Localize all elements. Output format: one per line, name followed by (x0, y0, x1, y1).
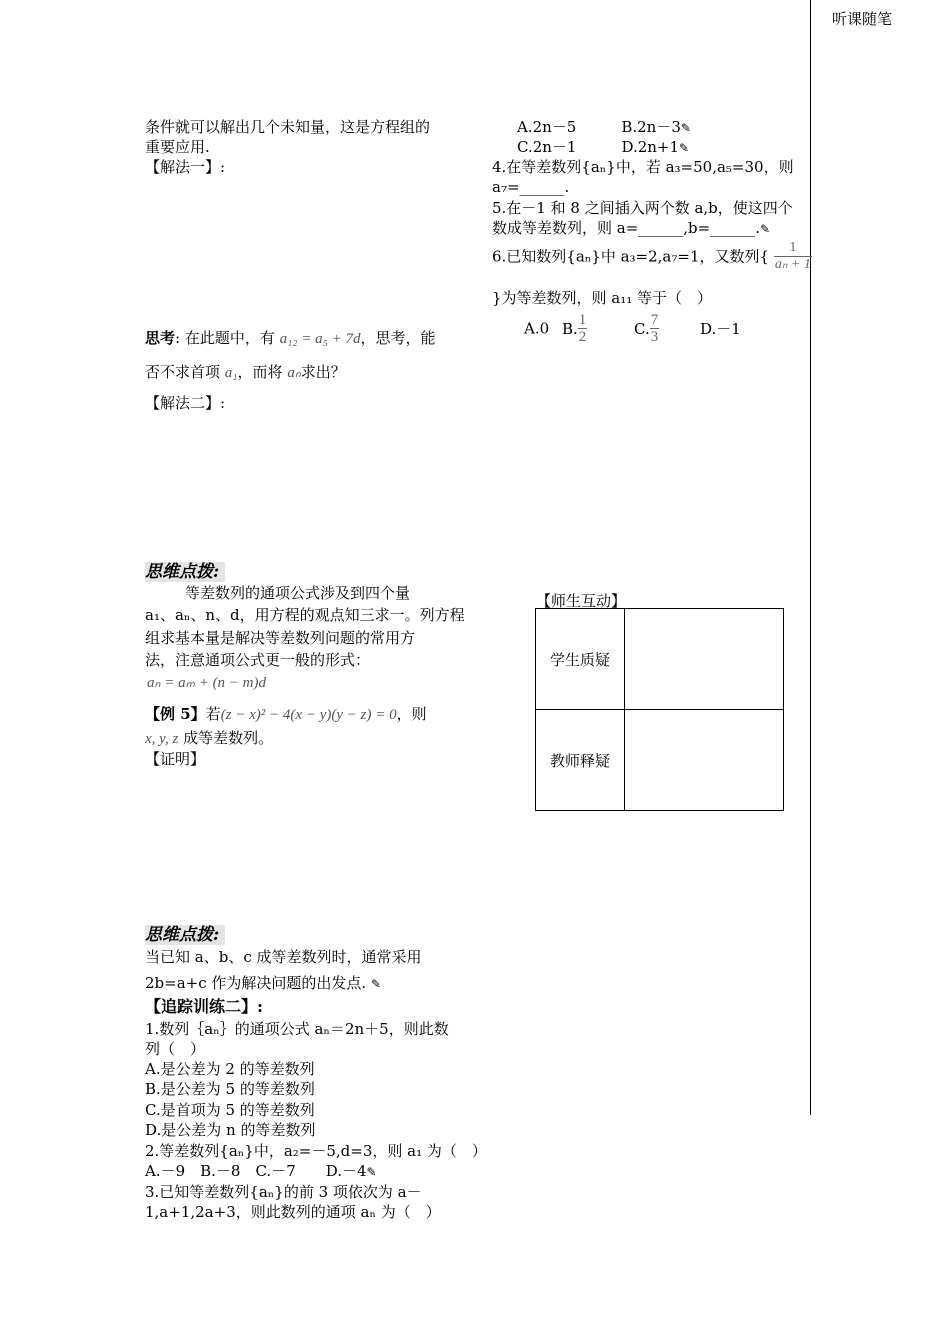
q6-fraction-denominator: aₙ + 1 (774, 257, 811, 272)
tip-1-line-3: 组求基本量是解决等差数列问题的常用方 (145, 629, 416, 647)
method-2-label: 【解法二】: (145, 394, 226, 412)
example-5-text-c: 成等差数列。 (183, 729, 274, 747)
student-questions-cell[interactable] (625, 609, 784, 710)
example-5-text-b: ，则 (396, 705, 427, 723)
think-line-2-b: ，而将 (237, 363, 283, 381)
think-formula: a₁₂ = a₅ + 7d (279, 331, 361, 347)
teacher-answers-label: 教师释疑 (536, 710, 625, 811)
q6-line-1-text: 6.已知数列{aₙ}中 a₃=2,a₇=1，又数列{ (492, 247, 770, 266)
q5-line-2 (492, 218, 770, 239)
teacher-answers-cell[interactable] (625, 710, 784, 811)
think-line-2 (145, 362, 346, 383)
q6-options (524, 312, 741, 345)
think-text-1: : 在此题中，有 (175, 329, 275, 347)
tip-1-line-1: 等差数列的通项公式涉及到四个量 (185, 584, 411, 602)
interaction-table (535, 608, 784, 811)
example-5-line-2 (145, 728, 273, 749)
example-5-vars: x, y, z (145, 731, 179, 747)
tip-2-title: 思维点拨: (145, 925, 225, 945)
q1-line-1: 1.数列｛aₙ｝的通项公式 aₙ＝2n＋5，则此数 (145, 1020, 449, 1038)
pen-mark-icon: ✎ (680, 121, 691, 135)
proof-label: 【证明】 (145, 750, 206, 768)
table-row (536, 710, 784, 811)
tip-1-formula: aₙ = aₘ + (n − m)d (147, 675, 267, 691)
tip-1-line-2: a₁、aₙ、n、d，用方程的观点知三求一。列方程 (145, 606, 465, 624)
tip-2-line-2 (145, 973, 381, 994)
example-5-text-a: 若 (205, 705, 221, 723)
q1-option-c: C.是首项为 5 的等差数列 (145, 1101, 315, 1119)
q3-options-cd (517, 137, 689, 158)
example-5-line-1 (145, 704, 427, 725)
q4-line-1: 4.在等差数列{aₙ}中，若 a₃=50,a₅=30，则 (492, 158, 794, 176)
think-label: 思考 (145, 329, 176, 347)
pen-mark-icon: ✎ (366, 1165, 377, 1179)
tip-2-line-2-text: 2b=a+c 作为解决问题的出发点. (145, 974, 367, 992)
pen-mark-icon: ✎ (760, 222, 771, 236)
think-line-2-c: 求出？ (300, 363, 346, 381)
q3-options-ab (517, 117, 691, 138)
q6-option-c-num: 7 (650, 312, 659, 328)
q1-option-a: A.是公差为 2 的等差数列 (145, 1060, 315, 1078)
q6-option-a: A.0 (524, 319, 550, 338)
tip-1-line-4: 法，注意通项公式更一般的形式： (145, 651, 371, 669)
q5-line-1: 5.在－1 和 8 之间插入两个数 a,b，使这四个 (492, 199, 793, 217)
margin-rule (810, 0, 811, 1115)
q6-option-c-fraction (650, 312, 660, 345)
q6-line-1 (492, 240, 812, 273)
q2-options: A.－9 B.－8 C.－7 D.－4 (145, 1162, 367, 1180)
tip-2-line-1: 当已知 a、b、c 成等差数列时，通常采用 (145, 948, 422, 966)
tip-1-title: 思维点拨: (145, 562, 225, 582)
q3-line-2: 1,a+1,2a+3，则此数列的通项 aₙ 为（ ） (145, 1203, 441, 1221)
intro-line-2: 重要应用. (145, 138, 210, 156)
table-row (536, 609, 784, 710)
q3-options-ab-text: A.2n－5 B.2n－3 (517, 118, 681, 136)
interaction-title: 【师生互动】 (536, 592, 627, 610)
training-title: 【追踪训练二】: (145, 997, 263, 1016)
pen-mark-icon: ✎ (679, 141, 690, 155)
q6-line-2: }为等差数列，则 a₁₁ 等于（ ） (492, 289, 713, 307)
q2-line-1: 2.等差数列{aₙ}中，a₂=－5,d=3，则 a₁ 为（ ） (145, 1142, 487, 1160)
think-text-2: ，思考，能 (360, 329, 436, 347)
example-5-label: 【例 5】 (145, 705, 206, 723)
q6-option-b-fraction (578, 312, 588, 345)
notes-column-title: 听课随笔 (832, 10, 893, 28)
think-an: aₙ (287, 365, 301, 381)
q3-options-cd-text: C.2n－1 D.2n+1 (517, 138, 680, 156)
q6-option-d: D.－1 (700, 319, 741, 338)
q6-fraction-numerator: 1 (774, 240, 812, 257)
method-1-label: 【解法一】: (145, 158, 226, 176)
think-a1: a₁ (224, 365, 238, 381)
q2-line-2 (145, 1161, 377, 1182)
intro-line-1: 条件就可以解出几个未知量，这是方程组的 (145, 118, 431, 136)
think-line-2-a: 否不求首项 (145, 363, 221, 381)
q6-option-c-label: C. (634, 319, 650, 338)
q6-option-b-num: 1 (578, 312, 587, 328)
q3-line-1: 3.已知等差数列{aₙ}的前 3 项依次为 a－ (145, 1183, 422, 1201)
q6-fraction (774, 240, 812, 273)
q1-option-d: D.是公差为 n 的等差数列 (145, 1121, 316, 1139)
q4-line-2: a₇=______. (492, 178, 570, 196)
example-5-formula: (z − x)² − 4(x − y)(y − z) = 0 (220, 707, 397, 723)
think-line-1 (145, 328, 436, 349)
q5-line-2-text: 数成等差数列，则 a=______,b=______. (492, 219, 760, 237)
student-questions-label: 学生质疑 (536, 609, 625, 710)
q1-option-b: B.是公差为 5 的等差数列 (145, 1080, 315, 1098)
q6-option-b-label: B. (561, 319, 578, 338)
q1-line-2: 列（ ） (145, 1040, 206, 1058)
pen-mark-icon: ✎ (370, 977, 382, 991)
q6-option-c-den: 3 (650, 329, 659, 345)
q6-option-b-den: 2 (578, 329, 587, 345)
